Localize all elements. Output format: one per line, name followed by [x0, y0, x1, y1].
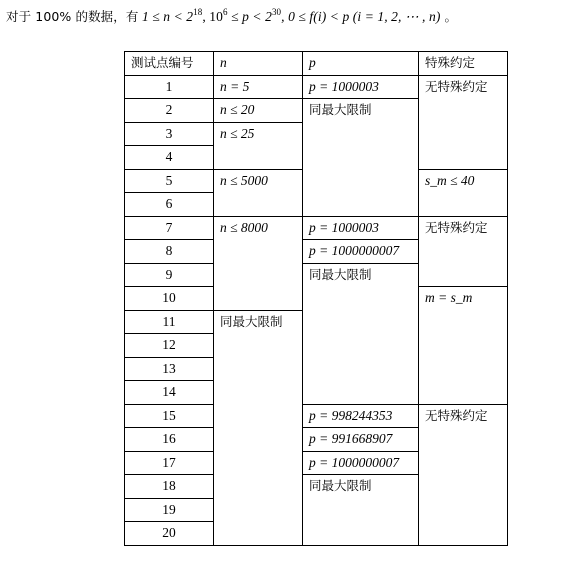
special-cell: 无特殊约定	[419, 404, 508, 545]
special-cell: m = s_m	[419, 287, 508, 405]
special-cell: 无特殊约定	[419, 216, 508, 287]
constraint-n-range: 1 ≤ n < 2	[141, 9, 194, 24]
special-cell: 无特殊约定	[419, 75, 508, 169]
p-limit-cell: p = 1000000007	[303, 451, 419, 475]
header-n: n	[214, 52, 303, 76]
test-id-cell: 3	[125, 122, 214, 146]
p-limit-cell: p = 998244353	[303, 404, 419, 428]
test-id-cell: 11	[125, 310, 214, 334]
header-special: 特殊约定	[419, 52, 508, 76]
test-id-cell: 20	[125, 522, 214, 546]
constraint-f-range: , 0 ≤ f(i) < p (i = 1, 2, ⋯ , n)	[281, 9, 441, 24]
n-limit-cell: 同最大限制	[214, 310, 303, 545]
test-id-cell: 4	[125, 146, 214, 170]
constraints-line	[6, 7, 457, 25]
test-id-cell: 17	[125, 451, 214, 475]
table-row	[125, 216, 508, 240]
p-limit-cell: 同最大限制	[303, 475, 419, 546]
test-id-cell: 1	[125, 75, 214, 99]
test-id-cell: 19	[125, 498, 214, 522]
header-p: p	[303, 52, 419, 76]
p-limit-cell: 同最大限制	[303, 263, 419, 404]
n-limit-cell: n ≤ 5000	[214, 169, 303, 216]
exponent-18: 18	[193, 7, 203, 17]
special-cell: s_m ≤ 40	[419, 169, 508, 216]
test-id-cell: 10	[125, 287, 214, 311]
constraints-suffix: 。	[440, 9, 458, 24]
p-limit-cell: p = 1000003	[303, 216, 419, 240]
test-id-cell: 16	[125, 428, 214, 452]
constraint-p-lower: , 10	[202, 9, 223, 24]
p-limit-cell: p = 1000003	[303, 75, 419, 99]
constraints-prefix: 对于 100% 的数据，有	[6, 9, 139, 24]
test-id-cell: 9	[125, 263, 214, 287]
p-limit-cell: p = 991668907	[303, 428, 419, 452]
test-id-cell: 5	[125, 169, 214, 193]
p-limit-cell: 同最大限制	[303, 99, 419, 217]
n-limit-cell: n ≤ 25	[214, 122, 303, 169]
test-id-cell: 6	[125, 193, 214, 217]
test-id-cell: 7	[125, 216, 214, 240]
exponent-30: 30	[271, 7, 282, 17]
table-header-row	[125, 52, 508, 76]
constraint-p-upper: ≤ p < 2	[227, 9, 272, 24]
n-limit-cell: n = 5	[214, 75, 303, 99]
test-id-cell: 18	[125, 475, 214, 499]
n-limit-cell: n ≤ 20	[214, 99, 303, 123]
test-id-cell: 13	[125, 357, 214, 381]
table-row	[125, 75, 508, 99]
test-id-cell: 2	[125, 99, 214, 123]
test-id-cell: 12	[125, 334, 214, 358]
subtask-limits-table	[124, 51, 508, 546]
table-row	[125, 404, 508, 428]
n-limit-cell: n ≤ 8000	[214, 216, 303, 310]
test-id-cell: 14	[125, 381, 214, 405]
p-limit-cell: p = 1000000007	[303, 240, 419, 264]
test-id-cell: 15	[125, 404, 214, 428]
test-id-cell: 8	[125, 240, 214, 264]
exponent-6: 6	[223, 7, 228, 17]
header-test-id: 测试点编号	[125, 52, 214, 76]
